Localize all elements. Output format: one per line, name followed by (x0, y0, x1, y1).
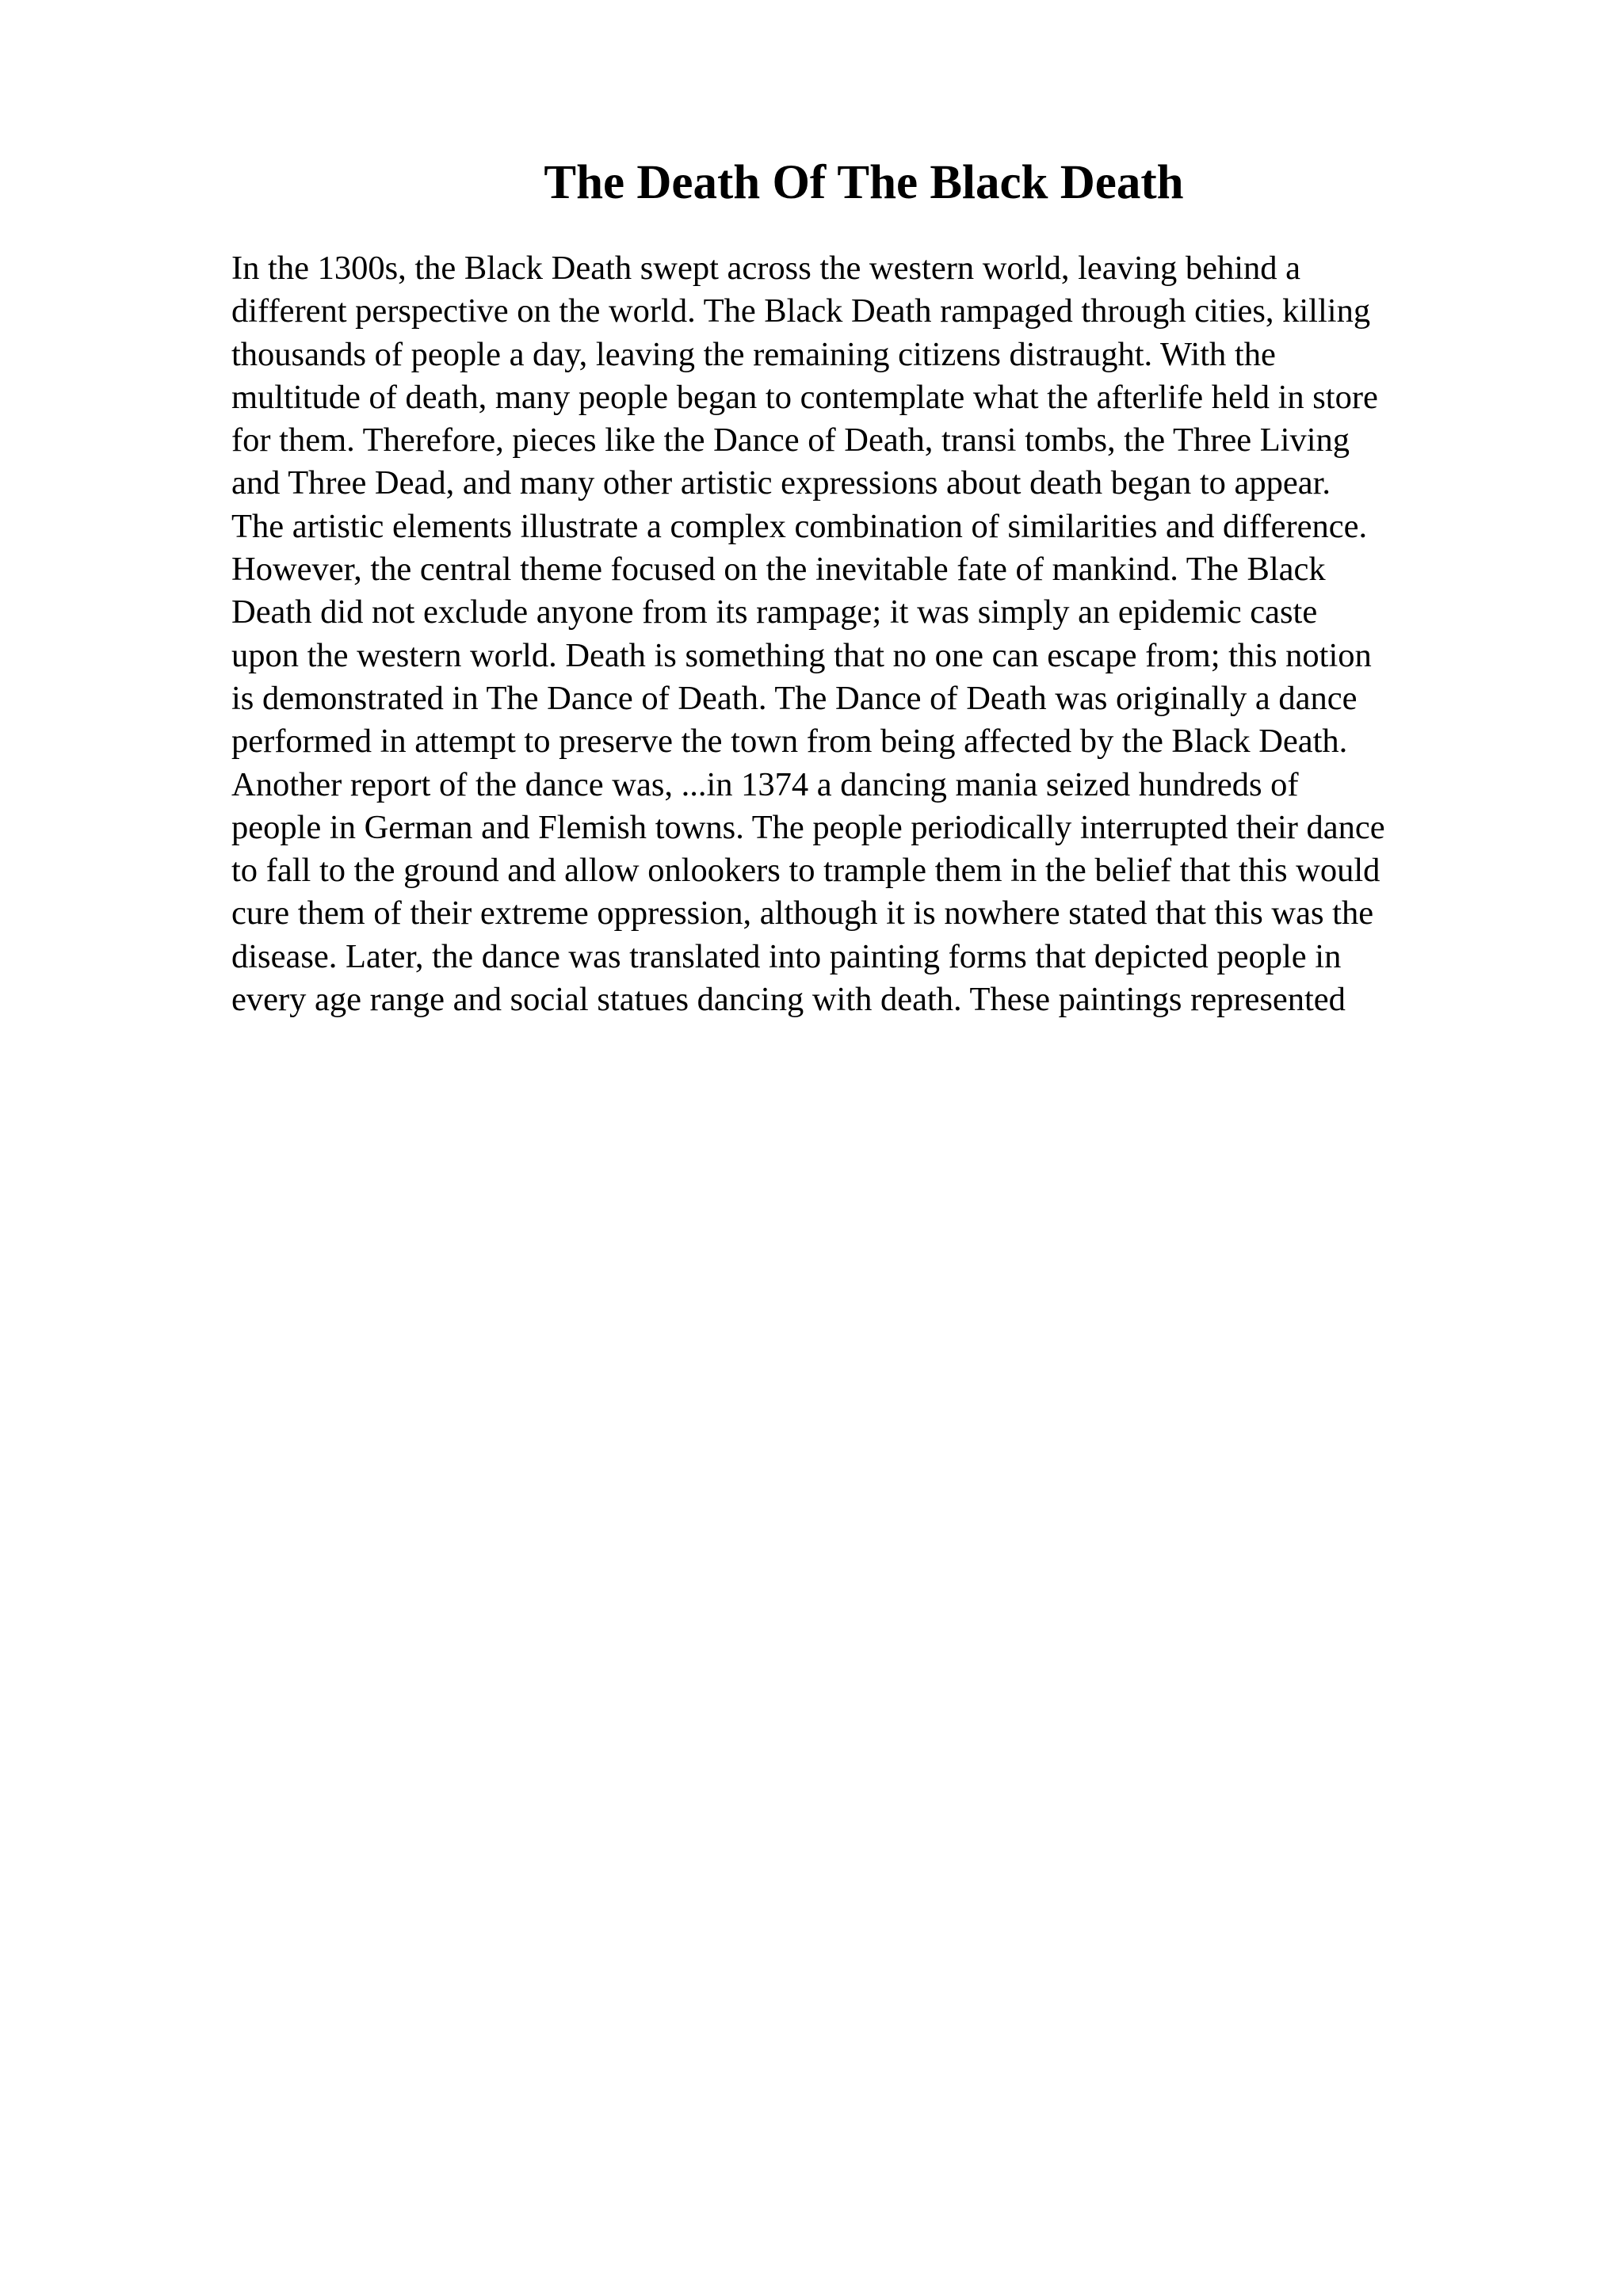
body-line: Another report of the dance was, ...in 1374 a dancing mania seized hundreds of (231, 765, 1299, 803)
body-line: Death did not exclude anyone from its rampage; it was simply an epidemic caste (231, 593, 1318, 631)
body-line: cure them of their extreme oppression, although it is nowhere stated that this was the (231, 894, 1374, 933)
body-line: thousands of people a day, leaving the remaining citizens distraught. With the (231, 335, 1276, 373)
body-line: However, the central theme focused on the inevitable fate of mankind. The Black (231, 551, 1326, 589)
body-line: different perspective on the world. The Black Death rampaged through cities, killing (231, 292, 1371, 330)
body-line: every age range and social statues dancing with death. These paintings represented (231, 981, 1346, 1019)
body-line: In the 1300s, the Black Death swept across the western world, leaving behind a (231, 250, 1301, 287)
document-title: The Death Of The Black Death (544, 156, 1184, 209)
body-line: and Three Dead, and many other artistic expressions about death began to appear. (231, 464, 1331, 502)
body-line: performed in attempt to preserve the town from being affected by the Black Death. (231, 723, 1348, 761)
body-line: multitude of death, many people began to contemplate what the afterlife held in store (231, 378, 1378, 416)
body-line: disease. Later, the dance was translated into painting forms that depicted people in (231, 937, 1342, 975)
body-line: people in German and Flemish towns. The people periodically interrupted their dance (231, 808, 1385, 846)
body-line: is demonstrated in The Dance of Death. The Dance of Death was originally a dance (231, 679, 1358, 717)
body-line: upon the western world. Death is something that no one can escape from; this notion (231, 636, 1372, 674)
document-body (231, 247, 1594, 1021)
body-line: The artistic elements illustrate a complex combination of similarities and difference. (231, 507, 1368, 545)
body-line: for them. Therefore, pieces like the Dance of Death, transi tombs, the Three Living (231, 421, 1350, 460)
body-line: to fall to the ground and allow onlookers to trample them in the belief that this would (231, 852, 1381, 890)
